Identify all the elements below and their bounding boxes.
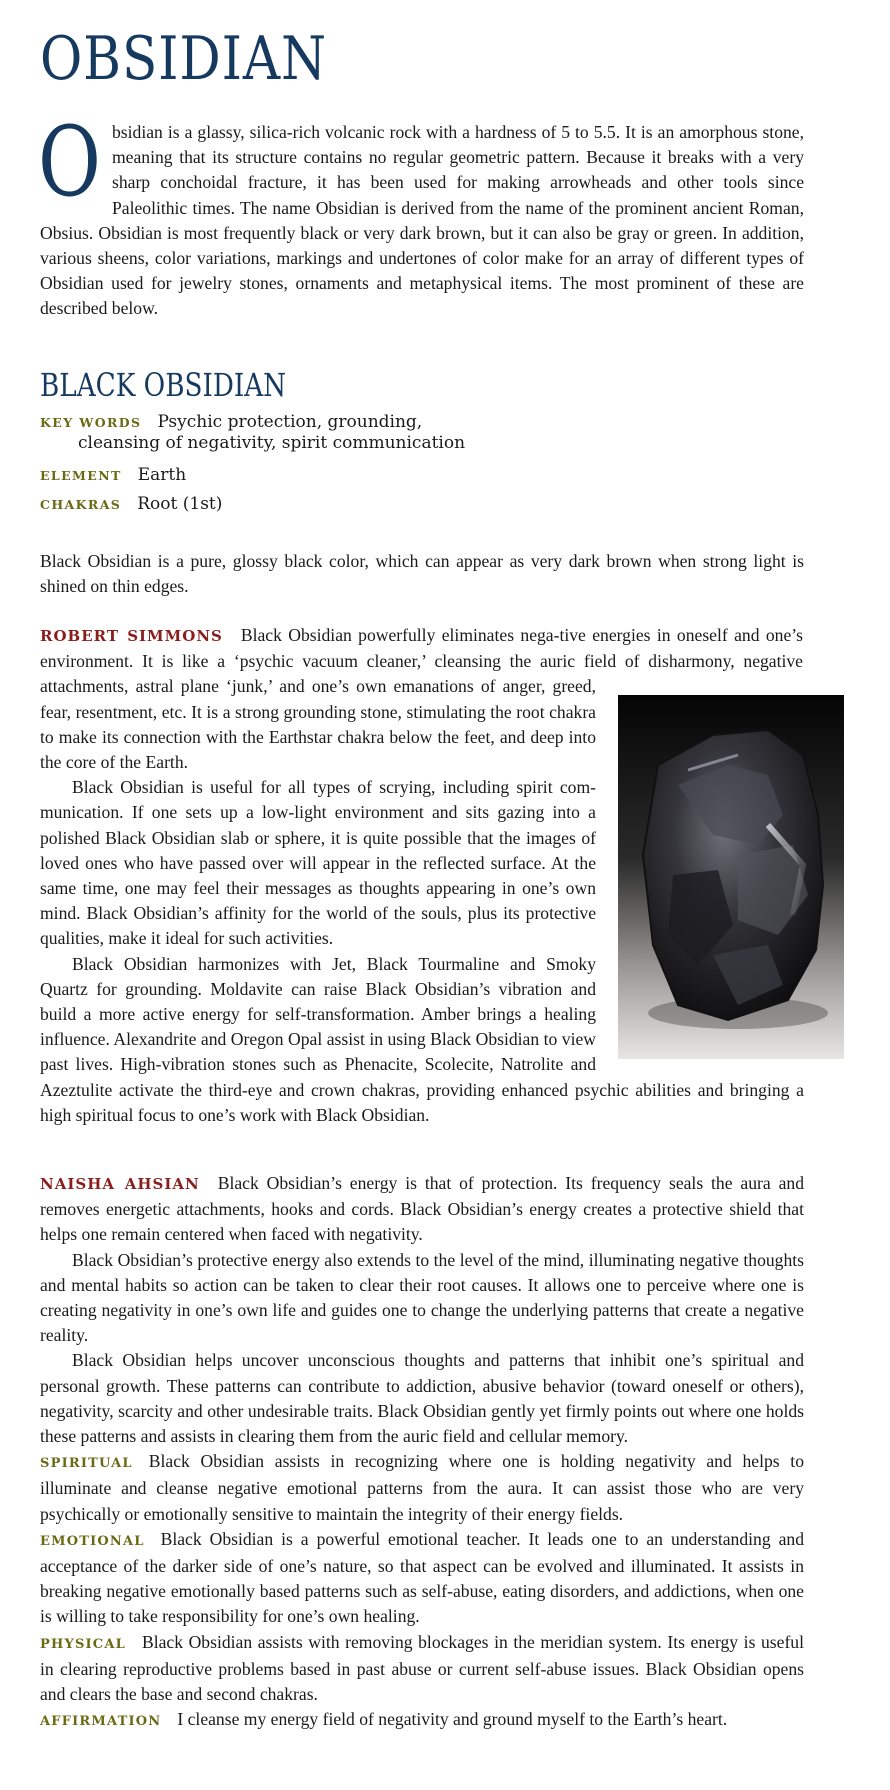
page-title: OBSIDIAN — [40, 24, 328, 94]
float-spacer — [803, 623, 804, 695]
simmons-paragraph-1 — [40, 623, 804, 775]
emotional-paragraph — [40, 1527, 804, 1630]
drop-cap: O — [38, 106, 101, 218]
ahsian-text-1: Black Obsidian’s energy is that of protection. Its frequency seals the aura and removes energetic attachments, hooks and cords. Black Obsidian’s energy creates a protective shield that helps one remain centered when faced with negativity. — [40, 1173, 804, 1245]
chakras-row — [40, 494, 804, 515]
description-paragraph: Black Obsidian is a pure, glossy black color, which can appear as very dark brown when strong light is shined on thin edges. — [40, 551, 804, 597]
element-value: Earth — [137, 465, 187, 485]
simmons-paragraph-2: Black Obsidian is useful for all types of scrying, including spirit communication. If one sets up a low-light environment and sits gazing into a polished Black Obsidian slab or sphere, it is quite possible that the images of loved ones who have passed over will appear in the reflected surface. At the same time, one may feel their messages as thoughts appearing in one’s own mind. Black Obsidian’s affinity for the world of the souls, plus its protective qualities, make it ideal for such activities. — [40, 777, 596, 949]
simmons-paragraph-3: Black Obsidian harmonizes with Jet, Black Tourmaline and Smoky Quartz for grounding. Moldavite can raise Black Obsidian’s vibration and build a more active energy for self-transformation. Amber brings a healing influence. Alexandrite and Oregon Opal assist in using Black Obsidian to view past lives. High-vibration stones such as Phenacite, Scolecite, Natrolite and Azeztulite activate the third-eye and crown chakras, providing enhanced psychic abilities and bringing a high spiritual focus to one’s work with Black Obsidian. — [40, 953, 804, 1125]
element-label: ELEMENT — [40, 468, 122, 483]
keywords-value-line1: Psychic protection, grounding, — [157, 412, 423, 432]
physical-label: PHYSICAL — [40, 1636, 126, 1652]
simmons-author: ROBERT SIMMONS — [40, 627, 223, 645]
spiritual-text: Black Obsidian assists in recognizing where one is holding negativity and helps to illuminate and cleanse negative emotional patterns from the aura. It can assist those who are very psychically or emotionally sensitive to maintain the integrity of their energy fields. — [40, 1451, 804, 1524]
physical-paragraph — [40, 1630, 804, 1708]
spiritual-label: SPIRITUAL — [40, 1456, 133, 1472]
intro-text: bsidian is a glassy, silica-rich volcanic rock with a hardness of 5 to 5.5. It is an amorphous stone, meaning that its structure contains no regular geometric pattern. Because it breaks with a very sharp conchoidal fracture, it has been used for making arrowheads and other tools since Paleolithic times. The name Obsidian is derived from the name of the prominent ancient Roman, Obsius. Obsidian is most frequently black or very dark brown, but it can also be gray or green. In addition, various sheens, color variations, markings and undertones of color make for an array of different types of Obsidian used for jewelry stones, ornaments and metaphysical items. The most prominent of these are described below. — [40, 122, 804, 319]
ahsian-author: NAISHA AHSIAN — [40, 1175, 200, 1193]
black-obsidian-stone-image — [618, 695, 844, 1059]
element-row — [40, 465, 804, 486]
affirmation-label: AFFIRMATION — [40, 1714, 162, 1730]
intro-paragraph — [38, 106, 804, 322]
section-title: BLACK OBSIDIAN — [40, 366, 287, 404]
keywords-label: KEY WORDS — [40, 415, 142, 430]
keywords-value-line2: cleansing of negativity, spirit communication — [78, 433, 466, 453]
ahsian-paragraph-1 — [40, 1171, 804, 1248]
ahsian-paragraph-2: Black Obsidian’s protective energy also extends to the level of the mind, illuminating negative thoughts and mental habits so action can be taken to clear their root causes. It allows one to perceive where one is creating negativity in one’s own life and guides one to change the underlying patterns that create a negative reality. — [40, 1249, 804, 1346]
simmons-body — [40, 623, 804, 1128]
physical-text: Black Obsidian assists with removing blockages in the meridian system. Its energy is useful in clearing reproductive problems based in past abuse or current self-abuse issues. Black Obsidian opens and clears the base and second chakras. — [40, 1631, 804, 1705]
ahsian-paragraph-3: Black Obsidian helps uncover unconscious thoughts and patterns that inhibit one’s spiritual and personal growth. These patterns can contribute to addiction, abusive behavior (toward oneself or others), negativity, scarcity and other undesirable traits. Black Obsidian gently yet firmly points out where one holds these patterns and assists in clearing them from the auric field and cellular memory. — [40, 1350, 804, 1447]
ahsian-section — [40, 1171, 804, 1734]
keywords-row — [40, 412, 804, 453]
emotional-label: EMOTIONAL — [40, 1533, 145, 1549]
affirmation-text: I cleanse my energy field of negativity and ground myself to the Earth’s heart. — [177, 1709, 728, 1730]
spiritual-paragraph — [40, 1449, 804, 1527]
obsidian-stone-icon — [618, 695, 844, 1059]
chakras-label: CHAKRAS — [40, 497, 122, 512]
chakras-value: Root (1st) — [137, 494, 223, 514]
emotional-text: Black Obsidian is a powerful emotional teacher. It leads one to an understanding and acceptance of the darker side of one’s nature, so that aspect can be evolved and illuminated. It assists in breaking negative emotionally based patterns such as self-abuse, eating disorders, and addictions, when one is willing to take responsibility for one’s own healing. — [40, 1528, 804, 1627]
simmons-text-1: Black Obsidian powerfully eliminates nega-tive energies in oneself and one’s environment. It is like a ‘psychic vacuum cleaner,’ cleansing the auric field of disharmony, negative attachments, astral plane ‘junk,’ and one’s own emanations of anger, greed, fear, resentment, etc. It is a strong grounding stone, stimulating the root chakra to make its connection with the Earthstar chakra below the feet, and deep into the core of the Earth. — [40, 625, 804, 773]
affirmation-paragraph — [40, 1707, 804, 1734]
